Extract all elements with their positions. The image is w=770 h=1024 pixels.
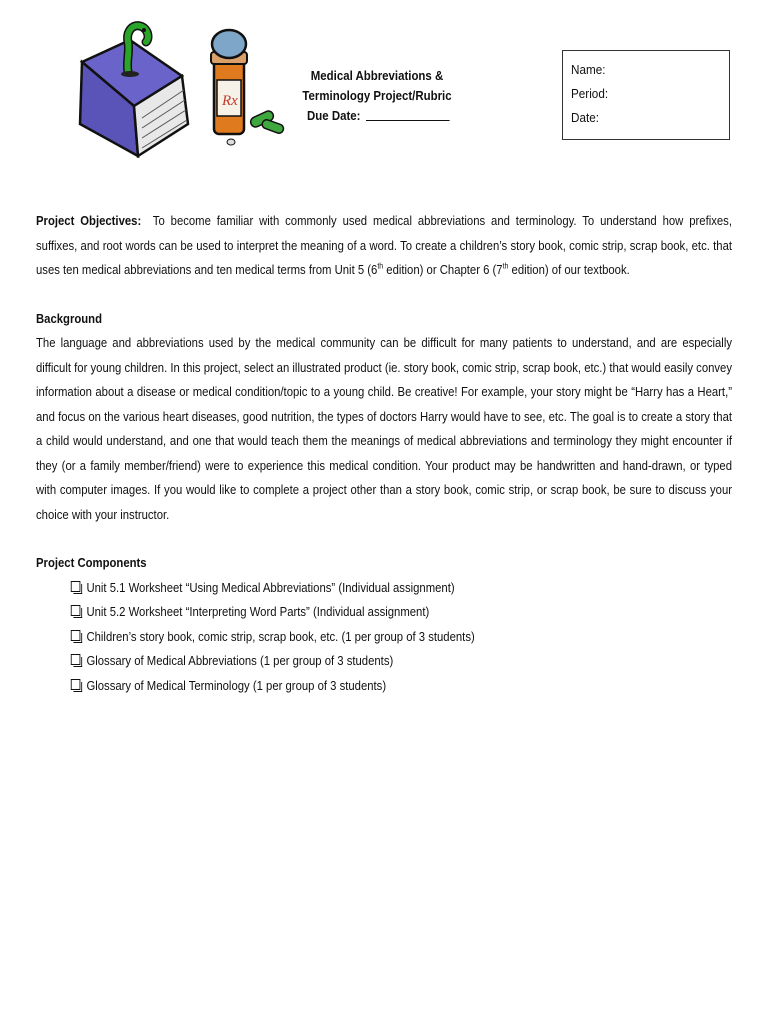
list-item: [71, 576, 732, 601]
checkbox-icon[interactable]: [71, 630, 81, 641]
name-row: [571, 58, 729, 82]
list-item: [71, 649, 732, 674]
document-body: [36, 209, 732, 698]
medical-clipart: [70, 14, 290, 164]
objectives-text-1: To become familiar with commonly used medical abbreviations and terminology. To understand how prefixes, suffixes, and root words can be used to interpret the meaning of a word. To create a children’s story book, comic strip, scrap book, etc. that uses ten medical abbreviations and ten medical terms from Unit 5 (6: [36, 213, 732, 277]
background-heading: Background: [36, 310, 102, 326]
date-row: [571, 106, 729, 130]
list-item-label: Glossary of Medical Abbreviations (1 per group of 3 students): [86, 653, 394, 668]
period-row: [571, 82, 729, 106]
list-item-label: Glossary of Medical Terminology (1 per group of 3 students): [86, 677, 387, 693]
list-item: [71, 625, 732, 650]
rx-label: Rx: [222, 93, 238, 109]
objectives-paragraph: [36, 209, 732, 283]
list-item: [71, 674, 732, 699]
list-item-label: Unit 5.1 Worksheet “Using Medical Abbreviations” (Individual assignment): [86, 579, 455, 595]
prescription-bottle-icon: [211, 30, 247, 134]
due-date-label: Due Date:: [307, 108, 361, 123]
student-info-box: [562, 50, 730, 140]
objectives-sup-2: th: [502, 261, 509, 271]
objectives-heading: Project Objectives:: [36, 213, 142, 228]
objectives-text-3: edition) of our textbook.: [508, 262, 630, 277]
checkbox-icon[interactable]: [71, 654, 81, 665]
title-block: [300, 66, 454, 126]
list-item: [71, 600, 732, 625]
document-title-line2: Terminology Project/Rubric: [302, 88, 452, 103]
due-date-row: [307, 106, 454, 126]
components-checklist: [36, 576, 732, 699]
background-paragraph: The language and abbreviations used by the medical community can be difficult for many patients to understand, and are especially difficult for young children. In this project, select an illustrated product (ie. story book, comic strip, scrap book, etc.) that would easily convey information about a disease or medical condition/topic to a young child. Be creative! For example, your story might be “Harry has a Heart,” and focus on the various heart diseases, good nutrition, the types of doctors Harry would have to see, etc. The goal is to create a story that a child would understand, and one that would teach them the meanings of medical abbreviations and terminology they might encounter if they (or a family member/friend) were to experience this medical condition. Your product may be handwritten and hand-drawn, or typed with computer images. If you would like to complete a project other than a story book, comic strip, or scrap book, be sure to discuss your choice with your instructor.: [36, 335, 732, 522]
document-title-line1: Medical Abbreviations &: [310, 68, 444, 83]
checkbox-icon[interactable]: [71, 581, 81, 592]
date-label: Date:: [571, 110, 599, 125]
checkbox-icon[interactable]: [71, 605, 81, 616]
book-icon: [80, 40, 188, 156]
components-heading: Project Components: [36, 555, 147, 570]
objectives-text-2: edition) or Chapter 6 (7: [383, 262, 503, 277]
list-item-label: Unit 5.2 Worksheet “Interpreting Word Parts” (Individual assignment): [86, 604, 430, 619]
checkbox-icon[interactable]: [71, 679, 81, 690]
list-item-label: Children’s story book, comic strip, scrap book, etc. (1 per group of 3 students): [86, 628, 475, 644]
objectives-sup-1: th: [377, 261, 384, 271]
name-label: Name:: [571, 62, 606, 77]
due-date-blank[interactable]: [366, 108, 450, 121]
period-label: Period:: [571, 86, 609, 101]
